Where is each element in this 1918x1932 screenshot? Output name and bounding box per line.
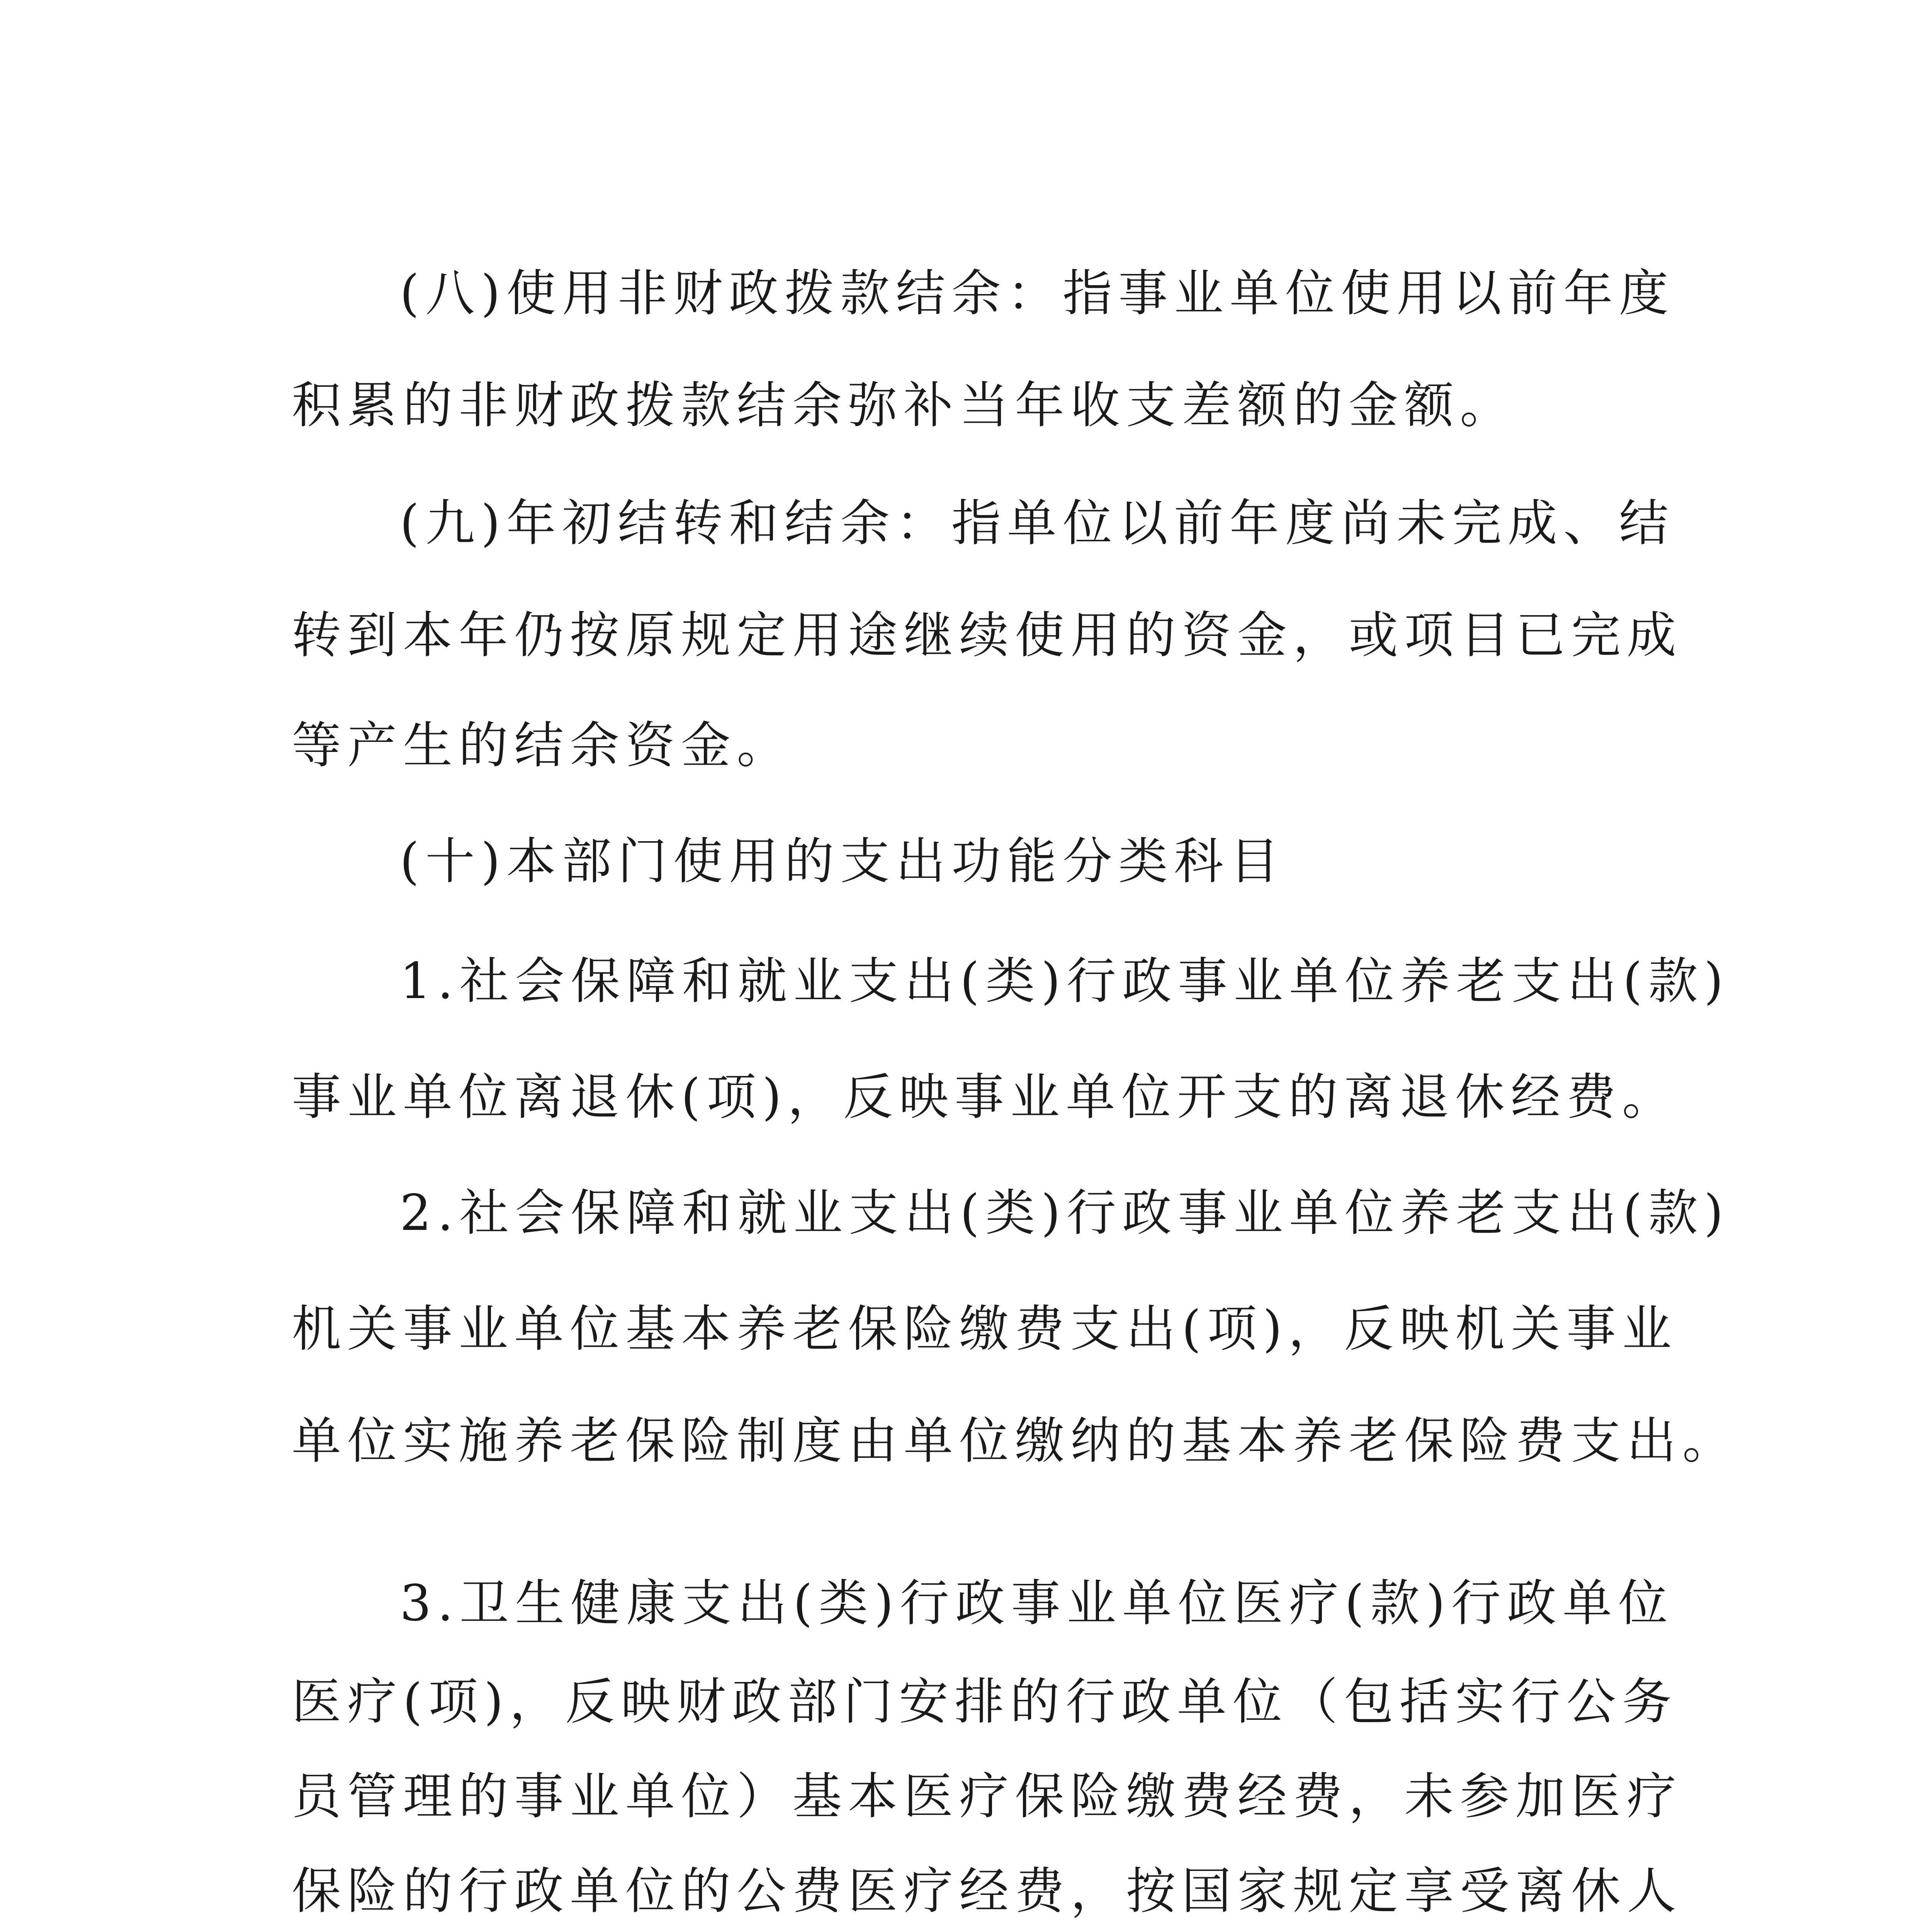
text-line: 员管理的事业单位）基本医疗保险缴费经费，未参加医疗 [292, 1768, 1683, 1825]
text-line: 等产生的结余资金。 [292, 717, 793, 774]
text-line: (十)本部门使用的支出功能分类科目 [400, 833, 1285, 890]
text-line: 机关事业单位基本养老保险缴费支出(项)，反映机关事业 [292, 1300, 1678, 1358]
text-line: 单位实施养老保险制度由单位缴纳的基本养老保险费支出。 [292, 1412, 1738, 1470]
text-line: 医疗(项)，反映财政部门安排的行政单位（包括实行公务 [292, 1673, 1678, 1731]
text-line: 1.社会保障和就业支出(类)行政事业单位养老支出(款) [400, 952, 1729, 1010]
text-line: 3.卫生健康支出(类)行政事业单位医疗(款)行政单位 [400, 1575, 1674, 1632]
text-line: 事业单位离退休(项)，反映事业单位开支的离退休经费。 [292, 1068, 1678, 1126]
text-line: 积累的非财政拨款结余弥补当年收支差额的金额。 [292, 377, 1516, 434]
text-line: (八)使用非财政拨款结余：指事业单位使用以前年度 [400, 265, 1675, 322]
text-line: 转到本年仍按原规定用途继续使用的资金，或项目已完成 [292, 607, 1683, 664]
text-line: 2.社会保障和就业支出(类)行政事业单位养老支出(款) [400, 1184, 1729, 1242]
text-line: 保险的行政单位的公费医疗经费，按国家规定享受离休人 [292, 1862, 1683, 1920]
text-line: (九)年初结转和结余：指单位以前年度尚未完成、结 [400, 495, 1675, 552]
